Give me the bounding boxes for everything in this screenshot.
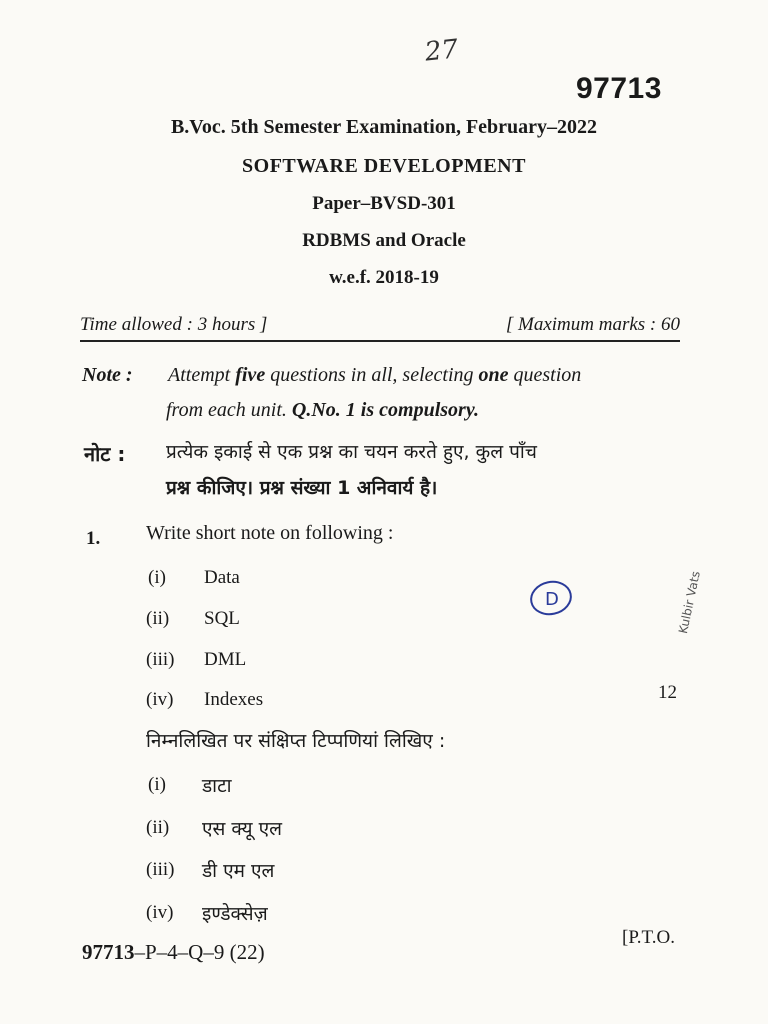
question-marks: 12 <box>658 682 677 703</box>
course-title: RDBMS and Oracle <box>302 230 466 251</box>
note-label: Note : <box>82 364 133 386</box>
note-emphasis: one <box>478 364 509 386</box>
hindi-item-text: डी एम एल <box>202 860 275 882</box>
hindi-note-line-2: प्रश्न कीजिए। प्रश्न संख्या 1 अनिवार्य है। <box>166 477 438 499</box>
footer-code-suffix: –P–4–Q–9 (22) <box>134 940 265 964</box>
hindi-note-line-1: प्रत्येक इकाई से एक प्रश्न का चयन करते हुए, कुल पाँच <box>166 441 537 463</box>
time-allowed: Time allowed : 3 hours ] <box>80 314 268 335</box>
circled-stamp-icon <box>528 578 574 618</box>
note-line-2 <box>166 399 479 422</box>
exam-title: B.Voc. 5th Semester Examination, February–2022 <box>170 116 598 138</box>
hindi-question-text: निम्नलिखित पर संक्षिप्त टिप्पणियां लिखिए : <box>146 730 446 752</box>
wef-year: w.e.f. 2018-19 <box>329 267 439 288</box>
footer-paper-code <box>82 940 265 965</box>
hindi-note-label: नोट : <box>84 442 126 466</box>
paper-number: Paper–BVSD-301 <box>312 193 456 214</box>
hindi-item-roman: (i) <box>148 774 166 795</box>
item-roman: (i) <box>148 567 166 588</box>
item-roman: (ii) <box>146 608 170 629</box>
hindi-item-text: एस क्यू एल <box>202 818 283 840</box>
margin-annotation: Kulbir Vats <box>676 569 703 635</box>
time-marks-row <box>80 314 680 336</box>
note-text: question <box>508 364 582 386</box>
question-number: 1. <box>86 528 101 549</box>
paper-code: 97713 <box>576 72 662 105</box>
maximum-marks: [ Maximum marks : 60 <box>505 314 680 335</box>
item-roman: (iv) <box>146 689 174 710</box>
subject-title: SOFTWARE DEVELOPMENT <box>242 155 526 177</box>
note-emphasis: Q.No. 1 is compulsory. <box>291 399 479 421</box>
item-text: DML <box>204 649 247 670</box>
hindi-item-text: इण्डेक्सेज़ <box>202 903 268 925</box>
hindi-item-text: डाटा <box>202 775 232 797</box>
note-text: from each unit. <box>166 399 292 421</box>
item-text: Indexes <box>204 689 264 710</box>
hindi-item-roman: (iv) <box>146 902 174 923</box>
footer-code-number: 97713 <box>82 940 135 964</box>
header-divider <box>80 340 680 342</box>
note-text: questions in all, selecting <box>265 364 479 386</box>
item-text: Data <box>204 567 240 588</box>
item-roman: (iii) <box>146 649 175 670</box>
note-line-1 <box>168 364 581 387</box>
question-text: Write short note on following : <box>146 522 394 544</box>
item-text: SQL <box>204 608 240 629</box>
hindi-item-roman: (ii) <box>146 817 170 838</box>
handwritten-page-number: 27 <box>423 34 460 68</box>
note-emphasis: five <box>235 364 266 386</box>
hindi-item-roman: (iii) <box>146 859 175 880</box>
pto-label: [P.T.O. <box>622 927 675 948</box>
stamp-letter: D <box>545 589 559 610</box>
note-text: Attempt <box>168 364 236 386</box>
